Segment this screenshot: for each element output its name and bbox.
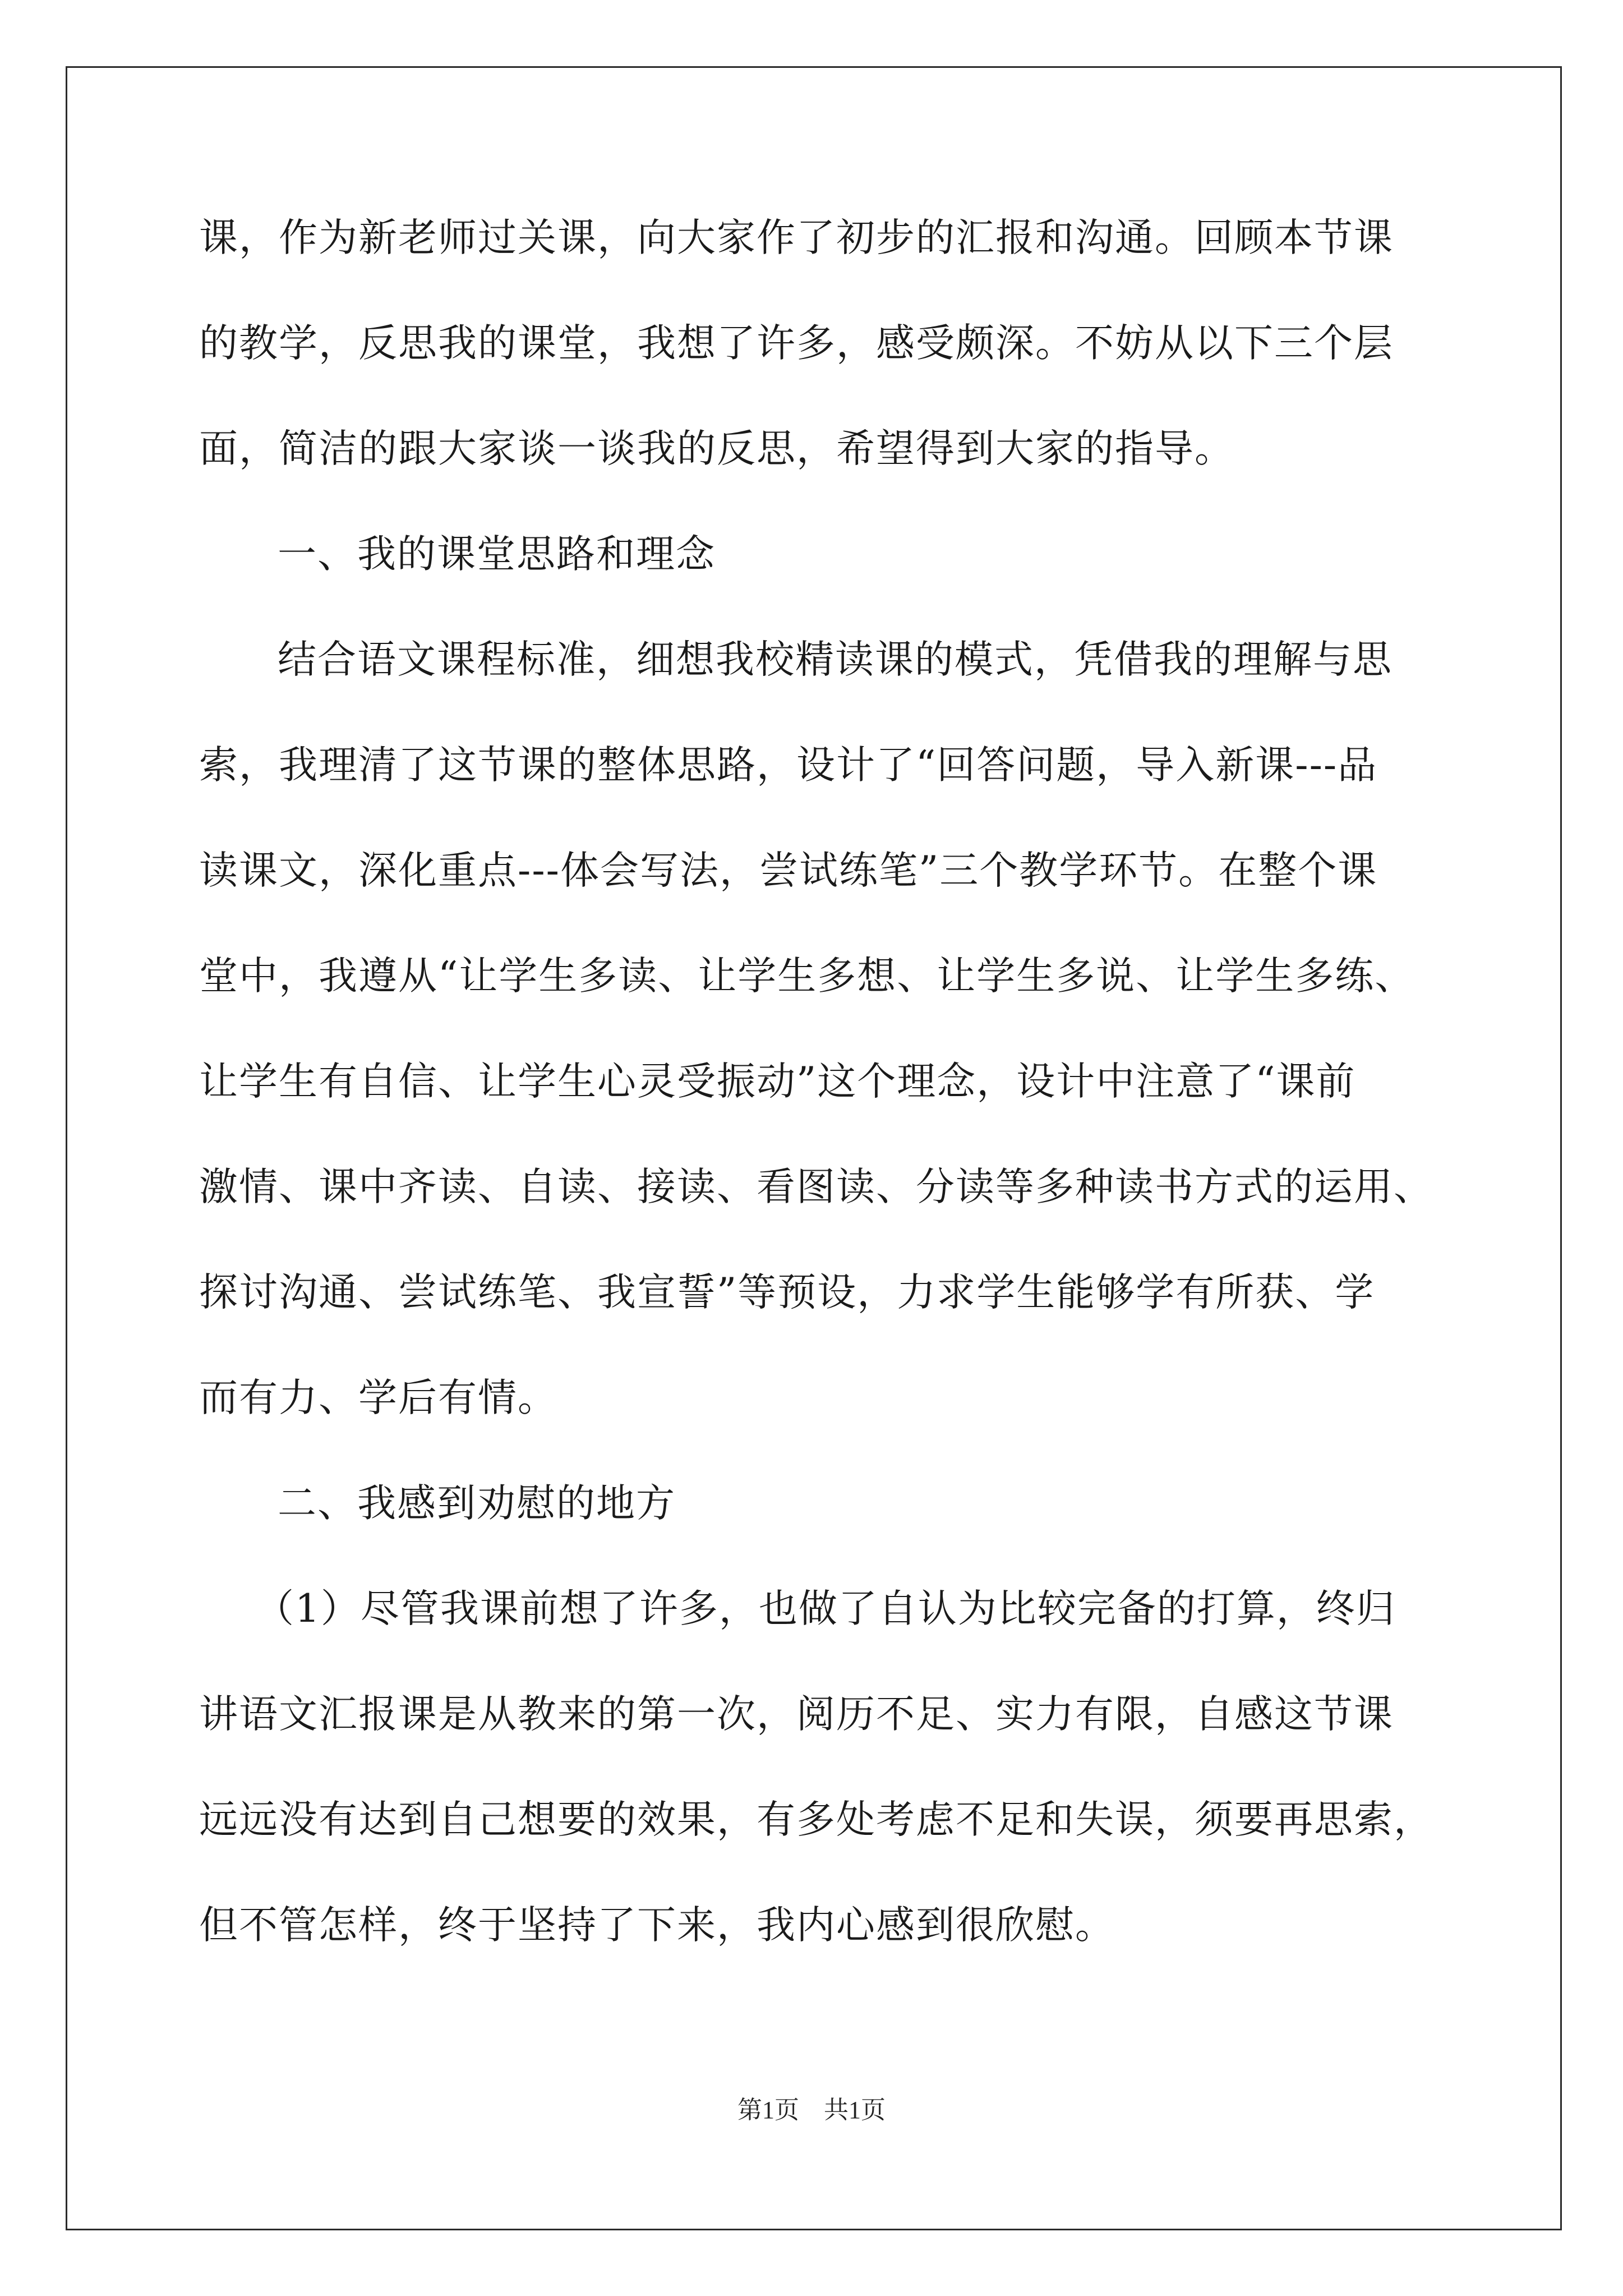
text-line: 课，作为新老师过关课，向大家作了初步的汇报和沟通。回顾本节课: [199, 215, 1394, 260]
page-footer: [0, 2090, 1623, 2125]
text-line: （1）尽管我课前想了许多，也做了自认为比较完备的打算，终归: [255, 1586, 1396, 1631]
text-line: 让学生有自信、让学生心灵受振动”这个理念，设计中注意了“课前: [199, 1059, 1356, 1104]
text-line: 而有力、学后有情。: [199, 1375, 557, 1420]
text-line: 读课文，深化重点---体会写法，尝试练笔”三个教学环节。在整个课: [199, 848, 1378, 893]
text-line: 探讨沟通、尝试练笔、我宣誓”等预设，力求学生能够学有所获、学: [199, 1270, 1375, 1315]
text-line: 索，我理清了这节课的整体思路，设计了“回答问题，导入新课---品: [199, 743, 1378, 788]
text-line: 结合语文课程标准，细想我校精读课的模式，凭借我的理解与思: [278, 637, 1393, 682]
text-line: 讲语文汇报课是从教来的第一次，阅历不足、实力有限，自感这节课: [199, 1692, 1394, 1737]
text-line: 远远没有达到自己想要的效果，有多处考虑不足和失误，须要再思索，: [199, 1797, 1433, 1842]
section-heading: 二、我感到劝慰的地方: [278, 1481, 676, 1526]
page-number: 第1页: [737, 2096, 799, 2124]
document-body: [199, 215, 1433, 2012]
page-total: 共1页: [824, 2096, 886, 2124]
text-line: 面，简洁的跟大家谈一谈我的反思，希望得到大家的指导。: [199, 426, 1234, 471]
text-line: 但不管怎样，终于坚持了下来，我内心感到很欣慰。: [199, 1903, 1115, 1948]
text-line: 堂中，我遵从“让学生多读、让学生多想、让学生多说、让学生多练、: [199, 954, 1415, 999]
text-line: 的教学，反思我的课堂，我想了许多，感受颇深。不妨从以下三个层: [199, 321, 1394, 366]
text-line: 激情、课中齐读、自读、接读、看图读、分读等多种读书方式的运用、: [199, 1165, 1433, 1209]
section-heading: 一、我的课堂思路和理念: [278, 532, 716, 577]
